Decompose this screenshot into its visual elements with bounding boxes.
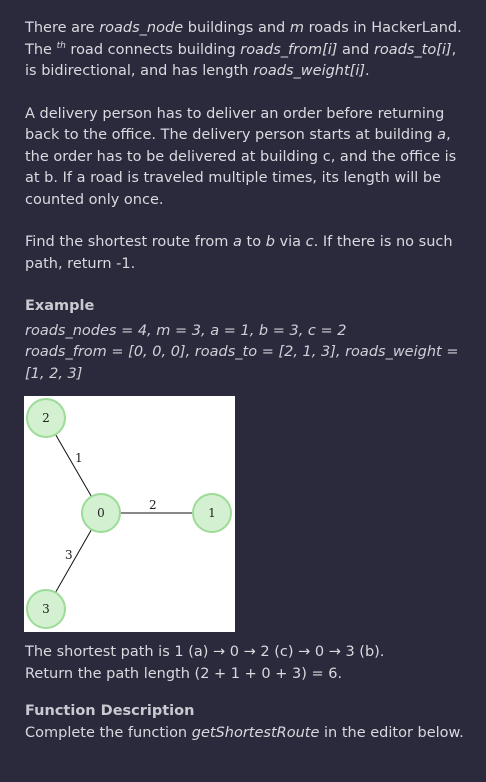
problem-statement: [25, 18, 470, 744]
var-c: c: [305, 234, 314, 250]
function-description-heading: Function Description: [25, 703, 195, 719]
find-text: Find the shortest route from: [25, 234, 234, 250]
intro-text: is bidirectional, and has length: [25, 63, 254, 79]
var-roads-node: roads_node: [99, 20, 184, 36]
example-input-line-2: roads_from = [0, 0, 0], roads_to = [2, 1, 3], roads_weight = [1, 2, 3]: [25, 344, 459, 382]
intro-text: and: [337, 41, 374, 58]
graph-figure: [24, 396, 235, 632]
graph-node-1: [193, 494, 231, 532]
node-label: 1: [208, 506, 216, 520]
function-name: getShortestRoute: [191, 724, 320, 741]
var-roads-from: roads_from[i]: [240, 41, 338, 58]
example-input-line-1: roads_nodes = 4, m = 3, a = 1, b = 3, c = 2: [25, 322, 347, 339]
graph-node-0: [82, 494, 120, 532]
result-line-2: Return the path length (2 + 1 + 0 + 3) = 6.: [25, 665, 343, 682]
intro-text: roads in HackerLand.: [304, 20, 462, 36]
intro-paragraph: [25, 18, 470, 83]
function-description-text: [25, 723, 470, 745]
node-label: 2: [42, 411, 50, 425]
find-text: to: [241, 234, 266, 250]
function-text: in the editor below.: [319, 724, 464, 741]
edge-label-0-3: 3: [65, 548, 73, 562]
graph-node-3: [27, 590, 65, 628]
intro-text: The: [25, 41, 57, 58]
var-roads-to: roads_to[i]: [373, 41, 452, 58]
result-line-1: The shortest path is 1 (a) → 0 → 2 (c) → 0 → 3 (b).: [25, 644, 385, 660]
find-paragraph: [25, 232, 470, 275]
intro-text: ,: [451, 41, 457, 58]
var-a: a: [437, 127, 447, 143]
delivery-text: A delivery person has to deliver an order before returning back to the office. The delivery person starts at building: [25, 105, 445, 143]
example-heading: Example: [25, 298, 95, 314]
edge-label-0-1: 2: [149, 498, 157, 512]
find-text: via: [274, 234, 306, 250]
intro-text: road connects building: [65, 41, 241, 58]
node-label: 0: [97, 506, 105, 520]
delivery-paragraph: [25, 104, 470, 212]
var-b: b: [265, 234, 275, 250]
find-text: . If there is no such path, return -1.: [25, 234, 453, 272]
function-text: Complete the function: [25, 724, 192, 741]
ordinal-sup: th: [56, 40, 66, 51]
intro-text: .: [365, 63, 370, 79]
graph-node-2: [27, 399, 65, 437]
delivery-text: , the order has to be delivered at building c, and the office is at b. If a road is traveled multiple times, its length will be counted only once.: [25, 127, 457, 208]
edge-label-2-0: 1: [75, 451, 83, 465]
var-roads-weight: roads_weight[i]: [253, 63, 366, 79]
graph-diagram: [24, 396, 235, 632]
intro-text: buildings and: [183, 20, 290, 36]
var-a: a: [233, 234, 242, 250]
intro-text: There are: [25, 20, 100, 36]
node-label: 3: [42, 602, 50, 616]
var-m: m: [289, 20, 304, 36]
